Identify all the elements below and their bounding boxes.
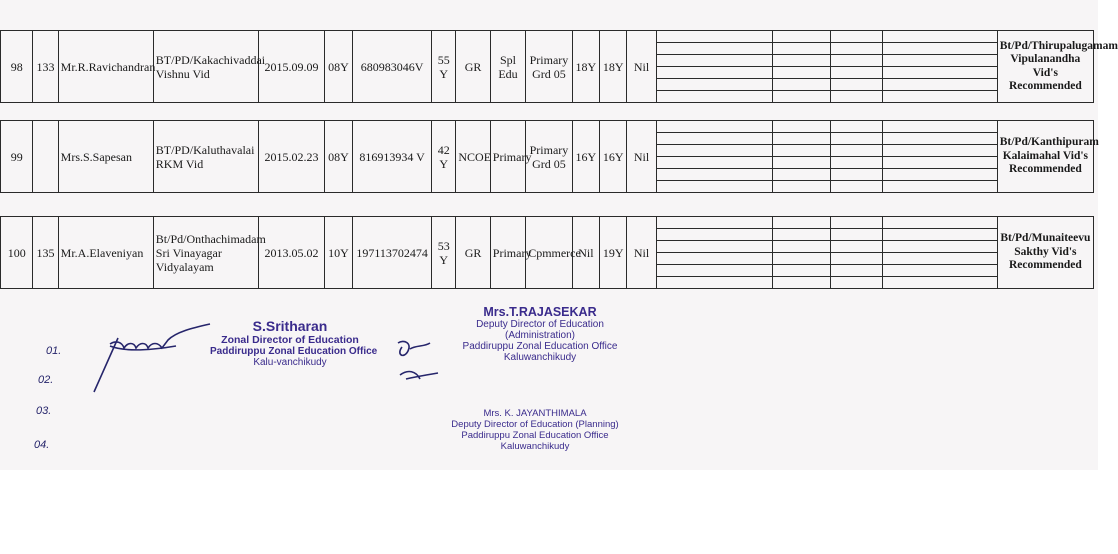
empty-cell bbox=[773, 241, 831, 253]
empty-cell bbox=[830, 169, 883, 181]
handwritten-signature-2 bbox=[390, 335, 450, 395]
record-block-98 bbox=[0, 30, 1118, 110]
cell-subject: Primary bbox=[490, 121, 525, 193]
empty-cell bbox=[883, 145, 997, 157]
cell-age: 55 Y bbox=[432, 31, 456, 103]
empty-cell bbox=[883, 91, 997, 103]
cell-nic: 816913934 V bbox=[353, 121, 432, 193]
cell-no: 98 bbox=[1, 31, 33, 103]
empty-cell bbox=[883, 217, 997, 229]
empty-cell bbox=[773, 181, 831, 193]
cell-age: 53 Y bbox=[432, 217, 456, 289]
empty-cell bbox=[773, 31, 831, 43]
empty-cell bbox=[830, 43, 883, 55]
empty-cell bbox=[883, 229, 997, 241]
empty-cell bbox=[656, 181, 772, 193]
cell-age: 42 Y bbox=[432, 121, 456, 193]
stamp-line: Paddiruppu Zonal Education Office bbox=[462, 341, 618, 352]
empty-cell bbox=[773, 265, 831, 277]
empty-cell bbox=[656, 229, 772, 241]
cell-school: Bt/Pd/Onthachimadam Sri Vinayagar Vidyalayam bbox=[153, 217, 258, 289]
cell-other: Nil bbox=[627, 31, 656, 103]
stamp-line: Kaluwanchikudy bbox=[500, 441, 570, 452]
stamp-line: Paddiruppu Zonal Education Office bbox=[461, 430, 609, 441]
empty-cell bbox=[773, 79, 831, 91]
empty-cell bbox=[883, 181, 997, 193]
cell-grade: GR bbox=[456, 31, 490, 103]
empty-cell bbox=[883, 265, 997, 277]
empty-cell bbox=[656, 145, 772, 157]
empty-cell bbox=[656, 277, 772, 289]
empty-cell bbox=[656, 91, 772, 103]
empty-cell bbox=[656, 157, 772, 169]
empty-cell bbox=[830, 121, 883, 133]
stamp-line: (Administration) bbox=[504, 330, 576, 341]
signatory-number-4: 04. bbox=[34, 439, 50, 451]
empty-cell bbox=[773, 229, 831, 241]
empty-cell bbox=[883, 157, 997, 169]
cell-date: 2015.09.09 bbox=[259, 31, 325, 103]
cell-school: BT/PD/Kakachivaddai Vishnu Vid bbox=[153, 31, 258, 103]
empty-cell bbox=[773, 253, 831, 265]
record-block-99 bbox=[0, 120, 1098, 200]
handwritten-signature-1 bbox=[80, 312, 220, 396]
cell-grade: NCOE bbox=[456, 121, 490, 193]
empty-cell bbox=[773, 157, 831, 169]
stamp-line: Zonal Director of Education bbox=[221, 334, 359, 346]
empty-cell bbox=[773, 91, 831, 103]
empty-cell bbox=[883, 43, 997, 55]
cell-appointment: Primary Grd 05 bbox=[526, 121, 573, 193]
empty-cell bbox=[656, 217, 772, 229]
stamp-name: Mrs. K. JAYANTHIMALA bbox=[483, 408, 587, 419]
empty-cell bbox=[883, 31, 997, 43]
empty-cell bbox=[830, 55, 883, 67]
cell-nic: 680983046V bbox=[353, 31, 432, 103]
empty-cell bbox=[830, 157, 883, 169]
cell-name: Mr.R.Ravichandran bbox=[58, 31, 153, 103]
cell-no: 100 bbox=[1, 217, 33, 289]
cell-y2: 18Y bbox=[600, 31, 627, 103]
cell-appointment: Primary Grd 05 bbox=[526, 31, 573, 103]
empty-cell bbox=[656, 169, 772, 181]
empty-cell bbox=[883, 67, 997, 79]
empty-cell bbox=[773, 67, 831, 79]
cell-id: 135 bbox=[33, 217, 58, 289]
empty-cell bbox=[656, 67, 772, 79]
empty-cell bbox=[883, 169, 997, 181]
signatory-number-1: 01. bbox=[46, 345, 62, 357]
stamp-line: Kaluwanchikudy bbox=[503, 352, 577, 363]
cell-name: Mr.A.Elaveniyan bbox=[58, 217, 153, 289]
empty-cell bbox=[883, 79, 997, 91]
empty-cell bbox=[773, 217, 831, 229]
stamp-line: Paddiruppu Zonal Education Office bbox=[210, 346, 378, 357]
cell-recommendation: Bt/Pd/Munaiteevu Sakthy Vid's Recommended bbox=[997, 217, 1093, 289]
empty-cell bbox=[883, 253, 997, 265]
empty-cell bbox=[830, 91, 883, 103]
stamp-name: Mrs.T.RAJASEKAR bbox=[483, 305, 597, 319]
empty-cell bbox=[883, 277, 997, 289]
cell-other: Nil bbox=[627, 121, 656, 193]
cell-y2: 16Y bbox=[600, 121, 627, 193]
empty-cell bbox=[656, 241, 772, 253]
empty-cell bbox=[830, 133, 883, 145]
stamp-name: S.Sritharan bbox=[252, 318, 328, 334]
cell-grade: GR bbox=[456, 217, 490, 289]
record-table-98 bbox=[0, 30, 1118, 103]
cell-recommendation: Bt/Pd/Kanthipuram Kalaimahal Vid's Recommended bbox=[997, 121, 1093, 193]
empty-cell bbox=[883, 121, 997, 133]
empty-cell bbox=[830, 265, 883, 277]
empty-cell bbox=[773, 277, 831, 289]
cell-subject: Spl Edu bbox=[490, 31, 525, 103]
cell-service: 08Y bbox=[324, 121, 352, 193]
stamp-deputy-admin bbox=[455, 305, 625, 363]
empty-cell bbox=[883, 133, 997, 145]
cell-y1: 18Y bbox=[572, 31, 599, 103]
cell-y1: 16Y bbox=[572, 121, 599, 193]
cell-id: 133 bbox=[33, 31, 58, 103]
signatory-number-2: 02. bbox=[38, 374, 54, 386]
empty-cell bbox=[830, 241, 883, 253]
cell-date: 2013.05.02 bbox=[259, 217, 325, 289]
record-table-99 bbox=[0, 120, 1099, 193]
empty-cell bbox=[656, 133, 772, 145]
empty-cell bbox=[656, 253, 772, 265]
cell-recommendation: Bt/Pd/Thirupalugamam Vipulanandha Vid's Recommended bbox=[997, 31, 1093, 103]
empty-cell bbox=[830, 181, 883, 193]
cell-subject: Primary bbox=[490, 217, 525, 289]
cell-nic: 197113702474 bbox=[353, 217, 432, 289]
empty-cell bbox=[656, 121, 772, 133]
cell-school: BT/PD/Kaluthavalai RKM Vid bbox=[153, 121, 258, 193]
cell-name: Mrs.S.Sapesan bbox=[58, 121, 153, 193]
cell-appointment: Cpmmerce bbox=[526, 217, 573, 289]
empty-cell bbox=[830, 253, 883, 265]
record-table-100 bbox=[0, 216, 1094, 289]
cell-service: 10Y bbox=[324, 217, 352, 289]
empty-cell bbox=[883, 55, 997, 67]
stamp-line: Kalu-vanchikudy bbox=[253, 357, 327, 368]
empty-cell bbox=[830, 277, 883, 289]
empty-cell bbox=[773, 55, 831, 67]
empty-cell bbox=[830, 145, 883, 157]
empty-cell bbox=[830, 79, 883, 91]
empty-cell bbox=[773, 43, 831, 55]
empty-cell bbox=[656, 265, 772, 277]
empty-cell bbox=[830, 67, 883, 79]
empty-cell bbox=[773, 169, 831, 181]
stamp-zonal-director bbox=[210, 318, 378, 368]
empty-cell bbox=[830, 31, 883, 43]
empty-cell bbox=[830, 229, 883, 241]
cell-service: 08Y bbox=[324, 31, 352, 103]
signatory-number-3: 03. bbox=[36, 405, 52, 417]
cell-y2: 19Y bbox=[600, 217, 627, 289]
stamp-line: Deputy Director of Education (Planning) bbox=[451, 419, 619, 430]
empty-cell bbox=[830, 217, 883, 229]
empty-cell bbox=[883, 241, 997, 253]
stamp-line: Deputy Director of Education bbox=[476, 319, 604, 330]
empty-cell bbox=[773, 133, 831, 145]
record-block-100 bbox=[0, 216, 1098, 298]
cell-y1: Nil bbox=[572, 217, 599, 289]
empty-cell bbox=[773, 145, 831, 157]
stamp-deputy-planning bbox=[450, 408, 620, 452]
empty-cell bbox=[656, 79, 772, 91]
empty-cell bbox=[656, 43, 772, 55]
cell-other: Nil bbox=[627, 217, 656, 289]
empty-cell bbox=[773, 121, 831, 133]
cell-date: 2015.02.23 bbox=[259, 121, 325, 193]
empty-cell bbox=[656, 55, 772, 67]
cell-id bbox=[33, 121, 58, 193]
cell-no: 99 bbox=[1, 121, 33, 193]
empty-cell bbox=[656, 31, 772, 43]
